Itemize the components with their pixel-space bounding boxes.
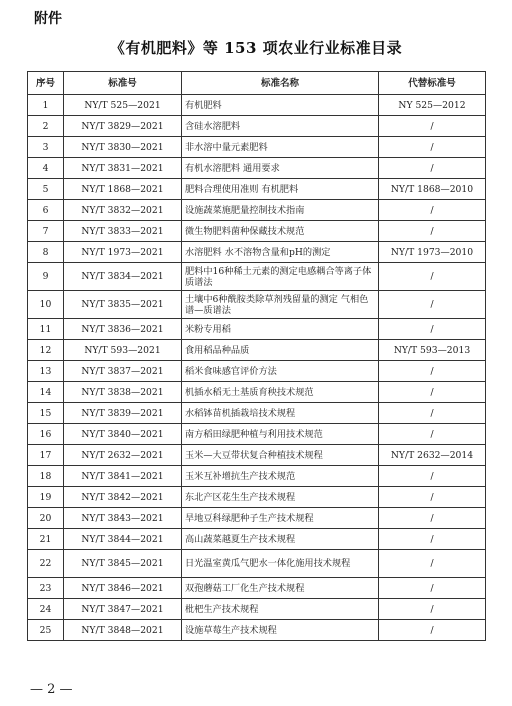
page-number: — 2 — <box>30 682 73 697</box>
table-body <box>28 95 486 641</box>
table-header <box>28 72 486 95</box>
cell-standard-name: 食用稻品种品质 <box>182 340 379 361</box>
cell-standard-name: 玉米—大豆带状复合种植技术规程 <box>182 445 379 466</box>
header-replaced-standard: 代替标准号 <box>379 72 486 95</box>
table-row <box>28 620 486 641</box>
cell-standard-name: 肥料合理使用准则 有机肥料 <box>182 179 379 200</box>
cell-replaced-standard: / <box>379 116 486 137</box>
header-standard-name: 标准名称 <box>182 72 379 95</box>
cell-standard-code: NY/T 3847—2021 <box>64 599 182 620</box>
cell-standard-name: 设施蔬菜施肥量控制技术指南 <box>182 200 379 221</box>
cell-standard-code: NY/T 2632—2021 <box>64 445 182 466</box>
cell-standard-name: 水稻钵苗机插栽培技术规程 <box>182 403 379 424</box>
cell-replaced-standard: / <box>379 319 486 340</box>
cell-standard-code: NY/T 3835—2021 <box>64 291 182 319</box>
cell-standard-code: NY/T 3840—2021 <box>64 424 182 445</box>
cell-index: 16 <box>28 424 64 445</box>
cell-standard-code: NY/T 3846—2021 <box>64 578 182 599</box>
table-row <box>28 424 486 445</box>
cell-index: 14 <box>28 382 64 403</box>
attachment-label: 附件 <box>34 11 62 27</box>
cell-standard-code: NY/T 1868—2021 <box>64 179 182 200</box>
cell-standard-code: NY/T 593—2021 <box>64 340 182 361</box>
table-row <box>28 263 486 291</box>
cell-standard-name: 水溶肥料 水不溶物含量和pH的测定 <box>182 242 379 263</box>
cell-index: 19 <box>28 487 64 508</box>
cell-standard-name: 有机水溶肥料 通用要求 <box>182 158 379 179</box>
document-title: 《有机肥料》等 153 项农业行业标准目录 <box>109 39 403 57</box>
cell-standard-name: 南方稻田绿肥种植与利用技术规范 <box>182 424 379 445</box>
cell-standard-name: 双孢蘑菇工厂化生产技术规程 <box>182 578 379 599</box>
cell-index: 11 <box>28 319 64 340</box>
table-row <box>28 116 486 137</box>
cell-index: 1 <box>28 95 64 116</box>
cell-index: 15 <box>28 403 64 424</box>
cell-standard-name: 稻米食味感官评价方法 <box>182 361 379 382</box>
cell-replaced-standard: / <box>379 424 486 445</box>
cell-standard-name: 有机肥料 <box>182 95 379 116</box>
cell-index: 17 <box>28 445 64 466</box>
cell-replaced-standard: NY/T 593—2013 <box>379 340 486 361</box>
cell-replaced-standard: / <box>379 620 486 641</box>
cell-standard-code: NY/T 3832—2021 <box>64 200 182 221</box>
cell-standard-code: NY/T 3831—2021 <box>64 158 182 179</box>
cell-index: 23 <box>28 578 64 599</box>
cell-replaced-standard: / <box>379 158 486 179</box>
table-row <box>28 382 486 403</box>
table-row <box>28 179 486 200</box>
cell-standard-code: NY/T 3833—2021 <box>64 221 182 242</box>
cell-standard-name: 枇杷生产技术规程 <box>182 599 379 620</box>
cell-replaced-standard: / <box>379 263 486 291</box>
cell-standard-code: NY/T 3842—2021 <box>64 487 182 508</box>
cell-standard-name: 东北产区花生生产技术规程 <box>182 487 379 508</box>
table-row <box>28 578 486 599</box>
cell-standard-name: 含硅水溶肥料 <box>182 116 379 137</box>
cell-index: 10 <box>28 291 64 319</box>
cell-index: 2 <box>28 116 64 137</box>
cell-index: 24 <box>28 599 64 620</box>
cell-index: 22 <box>28 550 64 578</box>
cell-index: 3 <box>28 137 64 158</box>
cell-replaced-standard: NY 525—2012 <box>379 95 486 116</box>
table-row <box>28 445 486 466</box>
table-row <box>28 340 486 361</box>
table-row <box>28 291 486 319</box>
cell-standard-code: NY/T 3836—2021 <box>64 319 182 340</box>
cell-standard-code: NY/T 3829—2021 <box>64 116 182 137</box>
cell-replaced-standard: / <box>379 550 486 578</box>
cell-replaced-standard: / <box>379 508 486 529</box>
cell-replaced-standard: / <box>379 403 486 424</box>
table-row <box>28 487 486 508</box>
cell-replaced-standard: NY/T 1868—2010 <box>379 179 486 200</box>
cell-standard-name: 旱地豆科绿肥种子生产技术规程 <box>182 508 379 529</box>
cell-standard-name: 玉米互补增抗生产技术规范 <box>182 466 379 487</box>
cell-standard-code: NY/T 3837—2021 <box>64 361 182 382</box>
table-row <box>28 361 486 382</box>
table-row <box>28 508 486 529</box>
table-row <box>28 95 486 116</box>
cell-replaced-standard: NY/T 1973—2010 <box>379 242 486 263</box>
cell-index: 8 <box>28 242 64 263</box>
cell-index: 5 <box>28 179 64 200</box>
table-row <box>28 403 486 424</box>
cell-standard-code: NY/T 3845—2021 <box>64 550 182 578</box>
cell-replaced-standard: NY/T 2632—2014 <box>379 445 486 466</box>
cell-standard-name: 日光温室黄瓜气肥水一体化施用技术规程 <box>182 550 379 578</box>
cell-index: 9 <box>28 263 64 291</box>
cell-replaced-standard: / <box>379 529 486 550</box>
cell-standard-code: NY/T 3848—2021 <box>64 620 182 641</box>
table-row <box>28 158 486 179</box>
cell-replaced-standard: / <box>379 361 486 382</box>
cell-index: 6 <box>28 200 64 221</box>
cell-replaced-standard: / <box>379 221 486 242</box>
cell-standard-code: NY/T 3844—2021 <box>64 529 182 550</box>
standards-table <box>27 71 486 641</box>
cell-index: 20 <box>28 508 64 529</box>
cell-index: 25 <box>28 620 64 641</box>
cell-standard-name: 微生物肥料菌种保藏技术规范 <box>182 221 379 242</box>
cell-replaced-standard: / <box>379 466 486 487</box>
cell-replaced-standard: / <box>379 137 486 158</box>
table-row <box>28 466 486 487</box>
cell-index: 4 <box>28 158 64 179</box>
cell-standard-code: NY/T 525—2021 <box>64 95 182 116</box>
cell-replaced-standard: / <box>379 599 486 620</box>
cell-replaced-standard: / <box>379 200 486 221</box>
cell-standard-name: 高山蔬菜越夏生产技术规程 <box>182 529 379 550</box>
table-row <box>28 221 486 242</box>
cell-index: 7 <box>28 221 64 242</box>
cell-replaced-standard: / <box>379 291 486 319</box>
cell-index: 21 <box>28 529 64 550</box>
cell-standard-name: 肥料中16种稀土元素的测定电感耦合等离子体质谱法 <box>182 263 379 291</box>
cell-index: 18 <box>28 466 64 487</box>
cell-standard-name: 设施草莓生产技术规程 <box>182 620 379 641</box>
cell-standard-code: NY/T 3834—2021 <box>64 263 182 291</box>
cell-standard-code: NY/T 1973—2021 <box>64 242 182 263</box>
header-row <box>28 72 486 95</box>
cell-standard-code: NY/T 3838—2021 <box>64 382 182 403</box>
table-row <box>28 242 486 263</box>
header-standard-code: 标准号 <box>64 72 182 95</box>
table-row <box>28 319 486 340</box>
table-row <box>28 550 486 578</box>
table-row <box>28 529 486 550</box>
cell-standard-name: 土壤中6种酰胺类除草剂残留量的测定 气相色谱—质谱法 <box>182 291 379 319</box>
cell-standard-name: 米粉专用稻 <box>182 319 379 340</box>
cell-standard-code: NY/T 3839—2021 <box>64 403 182 424</box>
table-row <box>28 137 486 158</box>
cell-replaced-standard: / <box>379 487 486 508</box>
cell-replaced-standard: / <box>379 578 486 599</box>
table-row <box>28 599 486 620</box>
cell-standard-code: NY/T 3830—2021 <box>64 137 182 158</box>
cell-standard-code: NY/T 3841—2021 <box>64 466 182 487</box>
cell-standard-code: NY/T 3843—2021 <box>64 508 182 529</box>
cell-standard-name: 非水溶中量元素肥料 <box>182 137 379 158</box>
table-row <box>28 200 486 221</box>
cell-index: 13 <box>28 361 64 382</box>
cell-standard-name: 机插水稻无土基质育秧技术规范 <box>182 382 379 403</box>
header-index: 序号 <box>28 72 64 95</box>
cell-replaced-standard: / <box>379 382 486 403</box>
cell-index: 12 <box>28 340 64 361</box>
